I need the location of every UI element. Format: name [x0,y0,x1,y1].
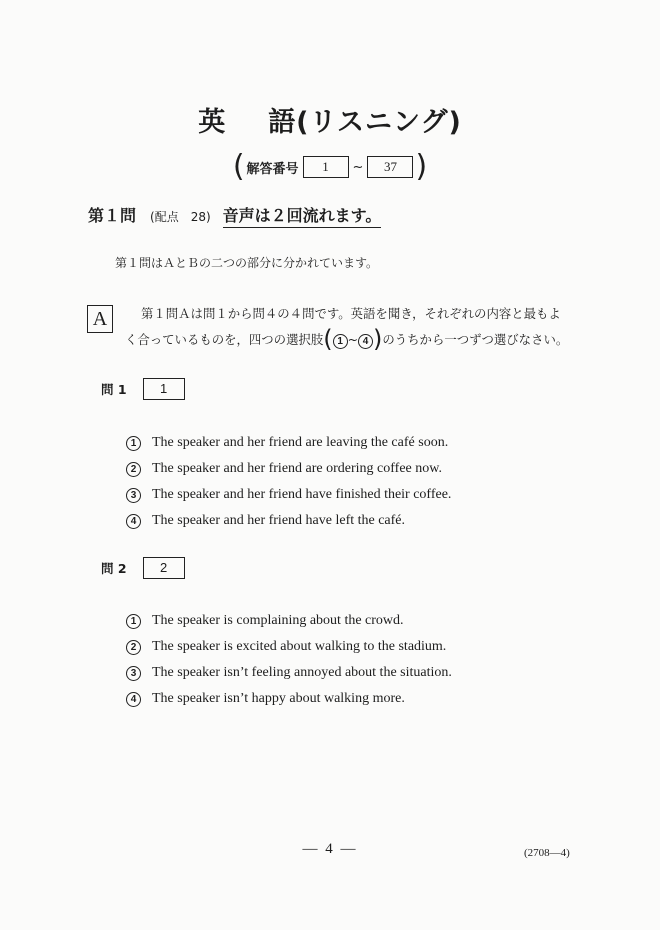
question-1-options [126,430,451,534]
option-text: The speaker isn’t happy about walking more. [152,691,405,706]
option-number: 3 [126,488,141,503]
title-part-1: 英 [198,107,227,138]
option-number: 1 [126,614,141,629]
question-2-options [126,608,452,712]
page-code: (2708—4) [524,847,570,859]
part-a-label: A [87,305,113,333]
list-item [126,634,452,660]
section-description: 第１問はＡとＢの二つの部分に分かれています。 [115,256,379,270]
option-number: 4 [126,514,141,529]
instruction-line2-post: のうちから一つずつ選びなさい。 [382,332,569,347]
option-number: 3 [126,666,141,681]
title-part-2: 語(リスニング) [268,107,462,138]
part-a-instruction-line1: 第１問Ａは問１から問４の４問です。英語を聞き，それぞれの内容と最もよ [141,306,561,321]
option-number: 1 [126,436,141,451]
section-notice: 音声は２回流れます。 [223,203,382,228]
option-number: 2 [126,462,141,477]
option-text: The speaker and her friend have left the café. [152,513,406,528]
option-text: The speaker is excited about walking to the stadium. [152,639,447,654]
question-1-header [101,378,185,400]
list-item [126,508,451,534]
option-text: The speaker and her friend are ordering coffee now. [152,461,442,476]
answer-range: ( 解答番号 1 ~ 37 ) [232,149,428,184]
option-text: The speaker and her friend have finished their coffee. [152,487,452,502]
option-text: The speaker and her friend are leaving the café soon. [152,435,449,450]
section-points: (配点 28) [150,210,211,224]
question-1-label: 問 1 [101,382,127,397]
list-item [126,686,452,712]
list-item [126,608,452,634]
question-2-header [101,557,185,579]
option-number: 2 [126,640,141,655]
option-text: The speaker isn’t feeling annoyed about the situation. [152,665,452,680]
page-number: — 4 — [302,841,358,857]
option-number: 4 [126,692,141,707]
answer-range-start: 1 [303,156,349,178]
section-header [88,203,381,228]
choice-first-number: 1 [333,334,348,349]
question-2-answer-box: 2 [143,557,185,579]
page-title [0,100,660,139]
answer-range-end: 37 [367,156,413,178]
question-1-answer-box: 1 [143,378,185,400]
list-item [126,456,451,482]
part-a-instructions [125,301,585,353]
choice-last-number: 4 [358,334,373,349]
section-label: 第１問 [88,206,137,225]
answer-range-label: 解答番号 [246,161,299,177]
answer-range-tilde: ~ [352,159,364,175]
list-item [126,482,451,508]
question-2-label: 問 2 [101,561,127,576]
choice-tilde: ~ [347,332,359,347]
list-item [126,660,452,686]
instruction-line2-pre: く合っているものを，四つの選択肢 [125,332,324,347]
option-text: The speaker is complaining about the crowd. [152,613,404,628]
part-a-instruction-line2: く合っているものを，四つの選択肢( 1 ~ 4 )のうちから一つずつ選びなさい。 [125,325,569,353]
list-item [126,430,451,456]
